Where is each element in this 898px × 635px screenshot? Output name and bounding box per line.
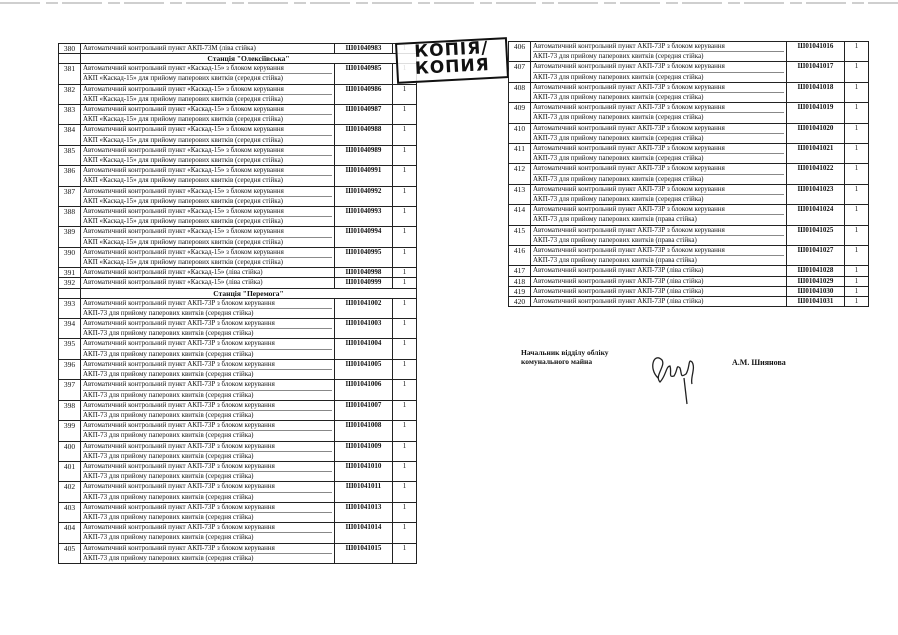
table-row — [59, 64, 417, 84]
handwritten-signature-icon — [640, 338, 710, 408]
quantity: 1 — [845, 82, 869, 102]
description-line: Автоматичний контрольний пункт АКП-73Р з блоком керування — [533, 205, 784, 215]
table-row — [59, 44, 417, 54]
item-description — [81, 227, 335, 247]
quantity: 1 — [393, 247, 417, 267]
quantity: 1 — [393, 461, 417, 481]
inventory-code: Ш01041017 — [787, 62, 845, 82]
quantity: 1 — [393, 339, 417, 359]
inventory-code: Ш01041004 — [335, 339, 393, 359]
quantity: 1 — [393, 543, 417, 563]
description-line: Автоматичний контрольний пункт АКП-73Р (ліва стійка) — [533, 286, 704, 295]
quantity: 1 — [845, 184, 869, 204]
quantity: 1 — [393, 502, 417, 522]
item-description — [81, 44, 335, 54]
table-row — [59, 268, 417, 278]
stamp-line-1: КОПІЯ/ — [413, 38, 490, 62]
description-line: АКП-73 для прийому паперових квитків (середня стійка) — [83, 308, 254, 317]
description-line: Автоматичний контрольний пункт «Каскад-15» з блоком керування — [83, 227, 332, 237]
table-row — [509, 184, 869, 204]
description-line: АКП-73 для прийому паперових квитків (середня стійка) — [533, 93, 704, 102]
quantity: 1 — [845, 164, 869, 184]
item-description — [531, 144, 787, 164]
row-number: 396 — [59, 359, 81, 379]
description-line: Автоматичний контрольний пункт АКП-73М (ліва стійка) — [83, 44, 256, 52]
row-number: 381 — [59, 64, 81, 84]
row-number: 387 — [59, 186, 81, 206]
table-row — [59, 502, 417, 522]
item-description — [531, 103, 787, 123]
description-line: АКП «Каскад-15» для прийому паперових квитків (середня стійка) — [83, 176, 284, 185]
description-line: Автоматичний контрольний пункт «Каскад-15» (ліва стійка) — [83, 278, 263, 287]
description-line: Автоматичний контрольний пункт АКП-73Р з блоком керування — [83, 544, 332, 554]
inventory-code: Ш01041002 — [335, 298, 393, 318]
item-description — [81, 421, 335, 441]
row-number: 394 — [59, 319, 81, 339]
quantity: 1 — [393, 105, 417, 125]
inventory-code: Ш01041021 — [787, 144, 845, 164]
inventory-code: Ш01041015 — [335, 543, 393, 563]
row-number: 406 — [509, 42, 531, 62]
inventory-table-right — [508, 41, 869, 307]
item-description — [531, 276, 787, 286]
quantity: 1 — [393, 186, 417, 206]
table-row — [59, 319, 417, 339]
row-number: 410 — [509, 123, 531, 143]
description-line: Автоматичний контрольний пункт АКП-73Р з блоком керування — [533, 144, 784, 154]
inventory-code: Ш01041014 — [335, 523, 393, 543]
quantity: 1 — [393, 227, 417, 247]
quantity: 1 — [393, 268, 417, 278]
table-row — [59, 543, 417, 563]
description-line: Автоматичний контрольний пункт «Каскад-15» з блоком керування — [83, 105, 332, 115]
description-line: Автоматичний контрольний пункт АКП-73Р з блоком керування — [83, 442, 332, 452]
description-line: Автоматичний контрольний пункт «Каскад-15» з блоком керування — [83, 187, 332, 197]
table-row — [59, 339, 417, 359]
description-line: Автоматичний контрольний пункт АКП-73Р з блоком керування — [533, 103, 784, 113]
inventory-code: Ш01040989 — [335, 145, 393, 165]
description-line: АКП-73 для прийому паперових квитків (права стійка) — [533, 235, 697, 244]
inventory-code: Ш01040995 — [335, 247, 393, 267]
inventory-code: Ш01040983 — [335, 44, 393, 54]
description-line: АКП-73 для прийому паперових квитків (середня стійка) — [83, 553, 254, 562]
description-line: Автоматичний контрольний пункт АКП-73Р з блоком керування — [83, 319, 332, 329]
quantity: 1 — [393, 380, 417, 400]
quantity: 1 — [845, 42, 869, 62]
quantity: 1 — [845, 297, 869, 307]
inventory-code: Ш01040993 — [335, 207, 393, 227]
quantity: 1 — [393, 421, 417, 441]
row-number: 407 — [509, 62, 531, 82]
description-line: Автоматичний контрольний пункт «Каскад-15» (ліва стійка) — [83, 268, 263, 277]
item-description — [81, 207, 335, 227]
table-row — [59, 125, 417, 145]
item-description — [531, 205, 787, 225]
stamp-line-2: КОПИЯ — [414, 55, 491, 79]
table-row — [59, 482, 417, 502]
description-line: АКП-73 для прийому паперових квитків (середня стійка) — [83, 512, 254, 521]
inventory-code: Ш01040998 — [335, 268, 393, 278]
description-line: АКП-73 для прийому паперових квитків (права стійка) — [533, 256, 697, 265]
table-row — [59, 400, 417, 420]
item-description — [81, 380, 335, 400]
item-description — [531, 82, 787, 102]
item-description — [81, 64, 335, 84]
description-line: АКП-73 для прийому паперових квитків (права стійка) — [533, 215, 697, 224]
table-row — [509, 164, 869, 184]
description-line: АКП-73 для прийому паперових квитків (середня стійка) — [533, 133, 704, 142]
signer-name: А.М. Шиянова — [732, 358, 786, 367]
row-number: 404 — [59, 523, 81, 543]
description-line: АКП «Каскад-15» для прийому паперових квитків (середня стійка) — [83, 94, 284, 103]
station-title: Станція "Олексіївська" — [81, 54, 417, 64]
inventory-code: Ш01041009 — [335, 441, 393, 461]
table-row — [59, 227, 417, 247]
row-number: 419 — [509, 286, 531, 296]
row-number: 401 — [59, 461, 81, 481]
row-number: 409 — [509, 103, 531, 123]
table-row — [59, 145, 417, 165]
description-line: АКП-73 для прийому паперових квитків (середня стійка) — [83, 349, 254, 358]
station-num-cell — [59, 288, 81, 298]
description-line: Автоматичний контрольний пункт АКП-73Р (ліва стійка) — [533, 297, 704, 306]
quantity: 1 — [393, 359, 417, 379]
description-line: Автоматичний контрольний пункт «Каскад-15» з блоком керування — [83, 207, 332, 217]
description-line: Автоматичний контрольний пункт АКП-73Р з блоком керування — [533, 246, 784, 256]
inventory-table-left — [58, 43, 417, 564]
description-line: Автоматичний контрольний пункт «Каскад-15» з блоком керування — [83, 166, 332, 176]
description-line: АКП-73 для прийому паперових квитків (середня стійка) — [533, 52, 704, 61]
inventory-code: Ш01040994 — [335, 227, 393, 247]
inventory-code: Ш01041013 — [335, 502, 393, 522]
row-number: 399 — [59, 421, 81, 441]
row-number: 413 — [509, 184, 531, 204]
row-number: 414 — [509, 205, 531, 225]
item-description — [81, 268, 335, 278]
row-number: 390 — [59, 247, 81, 267]
row-number: 392 — [59, 278, 81, 288]
quantity: 1 — [845, 144, 869, 164]
quantity: 1 — [845, 205, 869, 225]
row-number: 386 — [59, 166, 81, 186]
item-description — [81, 298, 335, 318]
table-row — [59, 247, 417, 267]
inventory-code: Ш01041024 — [787, 205, 845, 225]
row-number: 418 — [509, 276, 531, 286]
item-description — [81, 125, 335, 145]
inventory-code: Ш01041011 — [335, 482, 393, 502]
inventory-code: Ш01040986 — [335, 84, 393, 104]
inventory-code: Ш01041005 — [335, 359, 393, 379]
inventory-code: Ш01040992 — [335, 186, 393, 206]
description-line: АКП «Каскад-15» для прийому паперових квитків (середня стійка) — [83, 217, 284, 226]
item-description — [81, 400, 335, 420]
signature-position — [521, 348, 609, 366]
description-line: Автоматичний контрольний пункт АКП-73Р з блоком керування — [83, 299, 332, 309]
description-line: Автоматичний контрольний пункт АКП-73Р з блоком керування — [533, 226, 784, 236]
row-number: 397 — [59, 380, 81, 400]
description-line: Автоматичний контрольний пункт «Каскад-15» з блоком керування — [83, 64, 332, 74]
quantity: 1 — [393, 319, 417, 339]
table-row — [59, 298, 417, 318]
item-description — [81, 482, 335, 502]
quantity: 1 — [393, 298, 417, 318]
item-description — [81, 359, 335, 379]
description-line: АКП «Каскад-15» для прийому паперових квитків (середня стійка) — [83, 237, 284, 246]
inventory-code: Ш01041028 — [787, 266, 845, 276]
item-description — [81, 502, 335, 522]
description-line: АКП «Каскад-15» для прийому паперових квитків (середня стійка) — [83, 115, 284, 124]
description-line: АКП «Каскад-15» для прийому паперових квитків (середня стійка) — [83, 156, 284, 165]
description-line: АКП-73 для прийому паперових квитків (середня стійка) — [83, 370, 254, 379]
inventory-code: Ш01041029 — [787, 276, 845, 286]
table-row — [509, 297, 869, 307]
inventory-code: Ш01040999 — [335, 278, 393, 288]
description-line: АКП-73 для прийому паперових квитків (середня стійка) — [83, 451, 254, 460]
description-line: Автоматичний контрольний пункт АКП-73Р (ліва стійка) — [533, 266, 704, 275]
item-description — [531, 225, 787, 245]
quantity: 1 — [845, 286, 869, 296]
inventory-code: Ш01041008 — [335, 421, 393, 441]
table-row — [59, 359, 417, 379]
description-line: Автоматичний контрольний пункт АКП-73Р з блоком керування — [83, 401, 332, 411]
table-row — [59, 105, 417, 125]
item-description — [81, 105, 335, 125]
item-description — [81, 523, 335, 543]
inventory-code: Ш01041018 — [787, 82, 845, 102]
description-line: АКП «Каскад-15» для прийому паперових квитків (середня стійка) — [83, 196, 284, 205]
description-line: АКП-73 для прийому паперових квитків (середня стійка) — [83, 410, 254, 419]
inventory-code: Ш01041022 — [787, 164, 845, 184]
table-row — [59, 166, 417, 186]
item-description — [81, 339, 335, 359]
row-number: 417 — [509, 266, 531, 276]
item-description — [81, 145, 335, 165]
table-row — [509, 276, 869, 286]
description-line: АКП-73 для прийому паперових квитків (середня стійка) — [533, 195, 704, 204]
description-line: Автоматичний контрольний пункт «Каскад-15» з блоком керування — [83, 85, 332, 95]
row-number: 402 — [59, 482, 81, 502]
inventory-code: Ш01041019 — [787, 103, 845, 123]
table-row — [59, 84, 417, 104]
row-number: 398 — [59, 400, 81, 420]
inventory-code: Ш01041030 — [787, 286, 845, 296]
table-row — [509, 123, 869, 143]
description-line: Автоматичний контрольний пункт «Каскад-15» з блоком керування — [83, 125, 332, 135]
table-row — [59, 380, 417, 400]
inventory-code: Ш01040985 — [335, 64, 393, 84]
description-line: Автоматичний контрольний пункт АКП-73Р з блоком керування — [533, 124, 784, 134]
table-row — [509, 286, 869, 296]
row-number: 385 — [59, 145, 81, 165]
table-row — [509, 103, 869, 123]
description-line: АКП-73 для прийому паперових квитків (середня стійка) — [533, 113, 704, 122]
table-row — [59, 461, 417, 481]
row-number: 420 — [509, 297, 531, 307]
item-description — [531, 266, 787, 276]
description-line: АКП «Каскад-15» для прийому паперових квитків (середня стійка) — [83, 258, 284, 267]
quantity: 1 — [845, 62, 869, 82]
item-description — [531, 184, 787, 204]
table-row — [509, 246, 869, 266]
quantity: 1 — [393, 441, 417, 461]
inventory-code: Ш01041016 — [787, 42, 845, 62]
description-line: Автоматичний контрольний пункт АКП-73Р з блоком керування — [83, 421, 332, 431]
description-line: АКП-73 для прийому паперових квитків (середня стійка) — [83, 329, 254, 338]
description-line: АКП-73 для прийому паперових квитків (середня стійка) — [83, 533, 254, 542]
description-line: Автоматичний контрольний пункт АКП-73Р (ліва стійка) — [533, 276, 704, 285]
table-row — [509, 225, 869, 245]
position-line-1: Начальник відділу обліку — [521, 348, 609, 357]
description-line: Автоматичний контрольний пункт АКП-73Р з блоком керування — [533, 42, 784, 52]
item-description — [81, 543, 335, 563]
table-row — [59, 523, 417, 543]
item-description — [81, 247, 335, 267]
quantity: 1 — [393, 482, 417, 502]
inventory-code: Ш01041023 — [787, 184, 845, 204]
description-line: Автоматичний контрольний пункт АКП-73Р з блоком керування — [83, 482, 332, 492]
inventory-code: Ш01040991 — [335, 166, 393, 186]
right-table-body — [509, 42, 869, 307]
table-row — [59, 278, 417, 288]
item-description — [531, 62, 787, 82]
description-line: АКП-73 для прийому паперових квитків (середня стійка) — [83, 431, 254, 440]
inventory-code: Ш01041020 — [787, 123, 845, 143]
item-description — [81, 278, 335, 288]
item-description — [81, 461, 335, 481]
description-line: АКП-73 для прийому паперових квитків (середня стійка) — [533, 174, 704, 183]
copy-stamp — [395, 37, 509, 84]
inventory-code: Ш01041006 — [335, 380, 393, 400]
row-number: 389 — [59, 227, 81, 247]
description-line: АКП-73 для прийому паперових квитків (середня стійка) — [83, 492, 254, 501]
station-header-row — [59, 54, 417, 64]
table-row — [509, 266, 869, 276]
description-line: Автоматичний контрольний пункт АКП-73Р з блоком керування — [533, 83, 784, 93]
quantity: 1 — [393, 166, 417, 186]
quantity: 1 — [845, 246, 869, 266]
description-line: АКП-73 для прийому паперових квитків (середня стійка) — [83, 472, 254, 481]
item-description — [531, 123, 787, 143]
item-description — [531, 42, 787, 62]
quantity: 1 — [393, 207, 417, 227]
description-line: Автоматичний контрольний пункт АКП-73Р з блоком керування — [533, 62, 784, 72]
inventory-code: Ш01041031 — [787, 297, 845, 307]
inventory-code: Ш01041025 — [787, 225, 845, 245]
row-number: 382 — [59, 84, 81, 104]
station-header-row — [59, 288, 417, 298]
item-description — [81, 441, 335, 461]
table-row — [509, 82, 869, 102]
quantity: 1 — [393, 125, 417, 145]
inventory-code: Ш01041010 — [335, 461, 393, 481]
row-number: 416 — [509, 246, 531, 266]
description-line: АКП-73 для прийому паперових квитків (середня стійка) — [533, 154, 704, 163]
description-line: Автоматичний контрольний пункт АКП-73Р з блоком керування — [83, 339, 332, 349]
row-number: 415 — [509, 225, 531, 245]
row-number: 405 — [59, 543, 81, 563]
row-number: 393 — [59, 298, 81, 318]
row-number: 383 — [59, 105, 81, 125]
description-line: АКП-73 для прийому паперових квитків (середня стійка) — [533, 72, 704, 81]
table-row — [59, 186, 417, 206]
description-line: АКП-73 для прийому паперових квитків (середня стійка) — [83, 390, 254, 399]
description-line: Автоматичний контрольний пункт «Каскад-15» з блоком керування — [83, 248, 332, 258]
item-description — [81, 84, 335, 104]
item-description — [81, 319, 335, 339]
left-table-body — [59, 44, 417, 564]
description-line: АКП «Каскад-15» для прийому паперових квитків (середня стійка) — [83, 135, 284, 144]
item-description — [531, 164, 787, 184]
description-line: Автоматичний контрольний пункт АКП-73Р з блоком керування — [83, 462, 332, 472]
description-line: Автоматичний контрольний пункт АКП-73Р з блоком керування — [533, 164, 784, 174]
row-number: 400 — [59, 441, 81, 461]
item-description — [81, 166, 335, 186]
table-row — [59, 441, 417, 461]
item-description — [531, 246, 787, 266]
item-description — [531, 286, 787, 296]
description-line: Автоматичний контрольний пункт АКП-73Р з блоком керування — [83, 503, 332, 513]
table-row — [59, 207, 417, 227]
table-row — [509, 205, 869, 225]
row-number: 408 — [509, 82, 531, 102]
row-number: 403 — [59, 502, 81, 522]
inventory-code: Ш01041003 — [335, 319, 393, 339]
table-row — [59, 421, 417, 441]
item-description — [81, 186, 335, 206]
inventory-code: Ш01041027 — [787, 246, 845, 266]
inventory-code: Ш01040987 — [335, 105, 393, 125]
quantity: 1 — [393, 278, 417, 288]
row-number: 412 — [509, 164, 531, 184]
quantity: 1 — [845, 123, 869, 143]
quantity: 1 — [845, 266, 869, 276]
quantity: 1 — [393, 145, 417, 165]
table-row — [509, 42, 869, 62]
quantity: 1 — [845, 103, 869, 123]
station-num-cell — [59, 54, 81, 64]
quantity: 1 — [845, 276, 869, 286]
description-line: Автоматичний контрольний пункт АКП-73Р з блоком керування — [533, 185, 784, 195]
quantity: 1 — [393, 523, 417, 543]
description-line: Автоматичний контрольний пункт «Каскад-15» з блоком керування — [83, 146, 332, 156]
table-row — [509, 62, 869, 82]
row-number: 395 — [59, 339, 81, 359]
row-number: 384 — [59, 125, 81, 145]
description-line: АКП «Каскад-15» для прийому паперових квитків (середня стійка) — [83, 74, 284, 83]
row-number: 380 — [59, 44, 81, 54]
row-number: 391 — [59, 268, 81, 278]
row-number: 411 — [509, 144, 531, 164]
description-line: Автоматичний контрольний пункт АКП-73Р з блоком керування — [83, 380, 332, 390]
quantity: 1 — [845, 225, 869, 245]
row-number: 388 — [59, 207, 81, 227]
description-line: Автоматичний контрольний пункт АКП-73Р з блоком керування — [83, 523, 332, 533]
description-line: Автоматичний контрольний пункт АКП-73Р з блоком керування — [83, 360, 332, 370]
inventory-code: Ш01041007 — [335, 400, 393, 420]
inventory-code: Ш01040988 — [335, 125, 393, 145]
quantity: 1 — [393, 400, 417, 420]
item-description — [531, 297, 787, 307]
station-title: Станція "Перемога" — [81, 288, 417, 298]
position-line-2: комунального майна — [521, 357, 593, 366]
quantity: 1 — [393, 84, 417, 104]
table-row — [509, 144, 869, 164]
